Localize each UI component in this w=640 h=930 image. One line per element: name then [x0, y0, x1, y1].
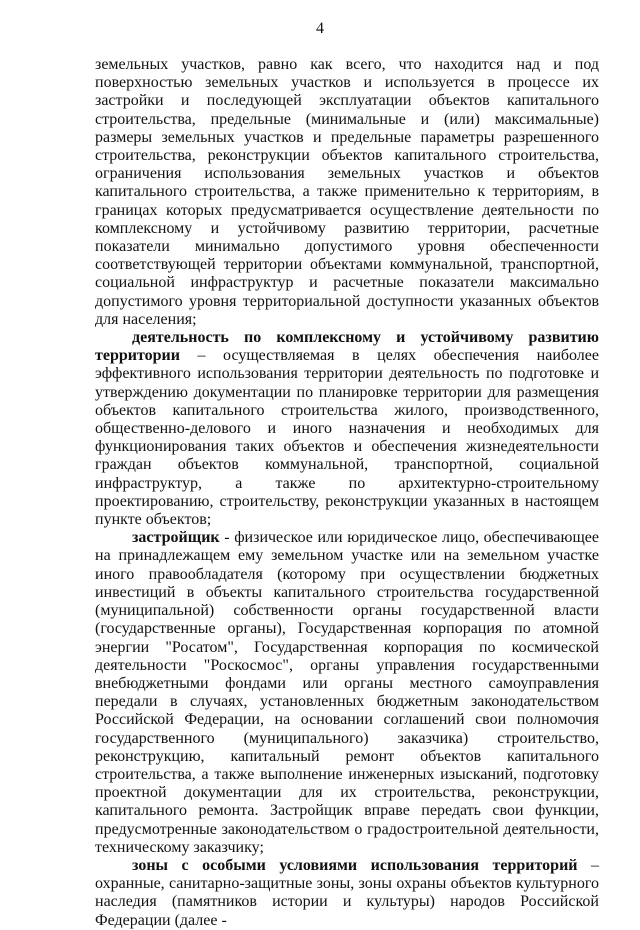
document-body — [95, 56, 599, 930]
paragraph-definition-developer — [95, 529, 599, 857]
paragraph-text: земельных участков, равно как всего, что находится над и под поверхностью земельных участков и используется в процессе их застройки и последующей эксплуатации объектов капитального строительства, предельные (минимальные и (или) максимальные) размеры земельных участков и предельные параметры разрешенного строительства, реконструкции объектов капитального строительства, ограничения использования земельных участков и объектов капитального строительства, а также применительно к территориям, в границах которых предусматривается осуществление деятельности по комплексному и устойчивому развитию территории, расчетные показатели минимально допустимого уровня обеспеченности соответствующей территории объектами коммунальной, транспортной, социальной инфраструктур и расчетные показатели максимально допустимого уровня территориальной доступности указанных объектов для населения; — [95, 56, 599, 328]
paragraph-definition-development — [95, 329, 599, 529]
page-number: 4 — [316, 20, 324, 37]
paragraph-definition-special-zones — [95, 857, 599, 930]
paragraph-term: деятельность по комплексному и устойчивому развитию территории — [95, 329, 599, 365]
paragraph-text: - физическое или юридическое лицо, обеспечивающее на принадлежащем ему земельном участке или на земельном участке иного правообладателя (которому при осуществлении бюджетных инвестиций в объекты капитального строительства государственной (муниципальной) собственности органы государственной власти (государственные органы), Государственная корпорация по атомной энергии "Росатом", Государственная корпорация по космической деятельности "Роскосмос", органы управления государственными внебюджетными фондами или органы местного самоуправления передали в случаях, установленных бюджетным законодательством Российской Федерации, на основании соглашений свои полномочия государственного (муниципального) заказчика) строительство, реконструкцию, капитальный ремонт объектов капитального строительства, а также выполнение инженерных изысканий, подготовку проектной документации для их строительства, реконструкции, капитального ремонта. Застройщик вправе передать свои функции, предусмотренные законодательством о градостроительной деятельности, техническому заказчику; — [95, 529, 599, 856]
paragraph-text: – осуществляемая в целях обеспечения наиболее эффективного использования территории деятельность по подготовке и утверждению документации по планировке территории для размещения объектов капитального строительства жилого, производственного, общественно-делового и иного назначения и необходимых для функционирования таких объектов и обеспечения жизнедеятельности граждан объектов коммунальной, транспортной, социальной инфраструктур, а также по архитектурно-строительному проектированию, строительству, реконструкции указанных в настоящем пункте объектов; — [95, 347, 599, 529]
paragraph-term: зоны с особыми условиями использования территорий — [132, 856, 578, 874]
paragraph-text: – охранные, санитарно-защитные зоны, зоны охраны объектов культурного наследия (памятников истории и культуры) народов Российской Федерации (далее - — [95, 856, 600, 929]
paragraph-term: застройщик — [132, 529, 220, 547]
paragraph-continuation — [95, 56, 599, 329]
